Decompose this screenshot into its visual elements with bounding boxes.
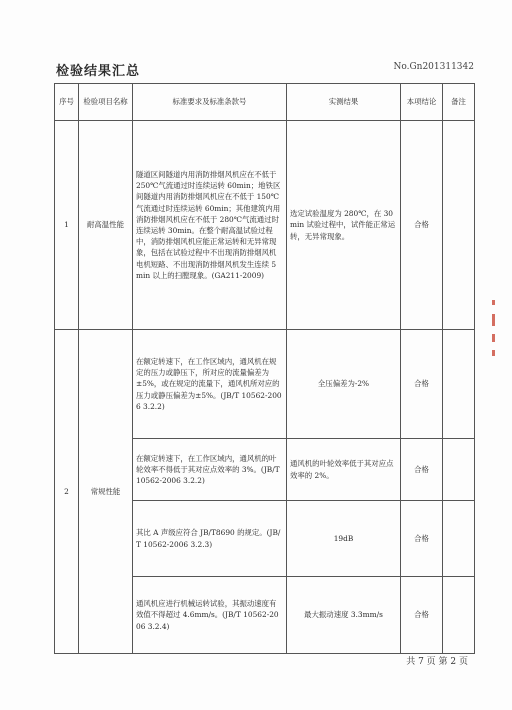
page-title: 检验结果汇总 <box>56 64 141 79</box>
row-conclusion: 合格 <box>401 330 443 439</box>
row-result: 选定试验温度为 280℃，在 30min 试验过程中，试件能正常运转，无异常现象。 <box>287 121 401 330</box>
report-number: No.Gn201311342 <box>393 62 474 72</box>
page-counter: 共 7 页 第 2 页 <box>406 657 468 667</box>
table-row <box>55 330 475 439</box>
row-remark <box>443 121 475 330</box>
row-result: 19dB <box>287 501 401 577</box>
row-standard: 通风机应进行机械运转试验，其振动速度有效值不得超过 4.6mm/s。(JB/T 10562-2006 3.2.4) <box>133 577 287 654</box>
row-conclusion: 合格 <box>401 577 443 654</box>
row-result: 全压偏差为-2% <box>287 330 401 439</box>
row-remark <box>443 577 475 654</box>
row-item-name: 耐高温性能 <box>79 121 133 330</box>
col-header-conclusion: 本项结论 <box>401 84 443 121</box>
col-header-result: 实测结果 <box>287 84 401 121</box>
row-item-name: 常规性能 <box>79 330 133 654</box>
col-header-remark: 备注 <box>443 84 475 121</box>
row-result: 最大振动速度 3.3mm/s <box>287 577 401 654</box>
row-standard: 在额定转速下，在工作区域内，通风机的叶轮效率不得低于其对应点效率的 3%。(JB/T 10562-2006 3.2.2) <box>133 439 287 501</box>
row-standard: 隧道区间隧道内用消防排烟风机应在不低于 250℃气流通过时连续运转 60min；地铁区间隧道内用消防排烟风机应在不低于 150℃气流通过时连续运转 60min；其他建筑内用消防排烟风机应在不低于 280℃气流通过时连续运转 30min。在整个耐高温试验过程中，消防排烟风机应能正常运转和无异常现象，包括在试验过程中不出现消防排烟风机电机短路、不出现消防排烟风机发生连续 5min 以上的扫膛现象。(GA211-2009) <box>133 121 287 330</box>
row-result: 通风机的叶轮效率低于其对应点效率的 2%。 <box>287 439 401 501</box>
row-remark <box>443 439 475 501</box>
stamp-edge-mark <box>492 300 496 360</box>
row-remark <box>443 501 475 577</box>
row-remark <box>443 330 475 439</box>
col-header-standard: 标准要求及标准条款号 <box>133 84 287 121</box>
row-conclusion: 合格 <box>401 121 443 330</box>
row-standard: 在额定转速下，在工作区域内，通风机在规定的压力或静压下，所对应的流量偏差为±5%，或在规定的流量下，通风机所对应的压力或静压偏差为±5%。(JB/T 10562-2006 3.2.2) <box>133 330 287 439</box>
row-index: 2 <box>55 330 79 654</box>
col-header-index: 序号 <box>55 84 79 121</box>
row-index: 1 <box>55 121 79 330</box>
row-conclusion: 合格 <box>401 439 443 501</box>
table-header-row <box>55 84 475 121</box>
results-table <box>54 83 475 654</box>
table-row <box>55 121 475 330</box>
col-header-item: 检验项目名称 <box>79 84 133 121</box>
row-conclusion: 合格 <box>401 501 443 577</box>
row-standard: 其比 A 声级应符合 JB/T8690 的规定。(JB/T 10562-2006 3.2.3) <box>133 501 287 577</box>
